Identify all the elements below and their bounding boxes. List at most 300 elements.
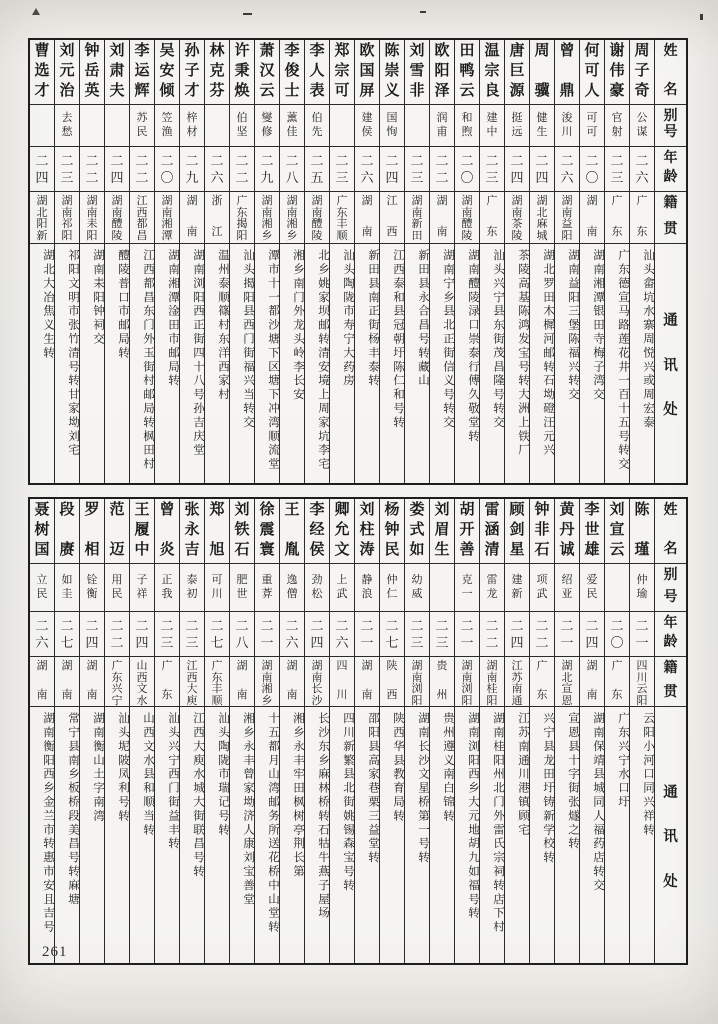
alias-cell: 如 圭 <box>55 563 79 611</box>
address-text: 长沙东乡麻林桥转石牯牛燕子屋场 <box>317 712 329 921</box>
age-cell: 二 一 <box>355 611 379 656</box>
age-cell: 二 一 <box>630 611 654 656</box>
address-text: 湖南浏阳西乡大元地胡九如福号转 <box>467 712 479 921</box>
native-cell: 湖 南 湘 潭 <box>155 191 179 243</box>
age-cell: 二 三 <box>330 146 354 191</box>
address-cell <box>330 243 354 483</box>
address-text: 江西大庾水城大街联昌号转 <box>192 712 204 879</box>
name-cell: 刘 雪 非 <box>409 43 425 100</box>
name-cell: 杨 钟 民 <box>384 502 400 559</box>
native-cell: 江 西 <box>380 191 404 243</box>
alias-cell: 健 生 <box>530 104 554 146</box>
age-cell: 二 五 <box>305 146 329 191</box>
native-cell: 广 东 丰 顺 <box>205 656 229 706</box>
address-cell <box>30 243 54 483</box>
name-cell: 李 人 表 <box>309 43 325 100</box>
scan-artifact <box>243 13 252 15</box>
address-cell <box>505 706 529 963</box>
name-cell: 娄 式 如 <box>409 502 425 559</box>
native-cell: 湖 北 麻 城 <box>530 191 554 243</box>
age-cell: 二 八 <box>230 611 254 656</box>
address-text: 新田县永合昌号转藏山 <box>417 249 429 388</box>
address-text: 陕西华县教育局转 <box>392 712 404 824</box>
person-column <box>454 40 479 483</box>
address-text: 湖南长沙文星桥第一号转 <box>417 712 429 865</box>
address-text: 醴陵普口市邮局转 <box>117 249 129 361</box>
age-cell: 二 〇 <box>580 146 604 191</box>
address-text: 汕头兴宁西门街益丰转 <box>167 712 179 851</box>
alias-cell: 肥 世 <box>230 563 254 611</box>
person-column <box>354 499 379 963</box>
person-column <box>604 499 629 963</box>
address-text: 湘乡永丰牢田枫树亭荆长第 <box>292 712 304 879</box>
address-text: 十五都月山湾邮务所送花桥中山堂转 <box>267 712 279 935</box>
person-column <box>79 40 104 483</box>
native-cell: 湖 南 <box>355 191 379 243</box>
alias-cell: 泰 初 <box>180 563 204 611</box>
age-cell: 二 六 <box>205 146 229 191</box>
address-text: 湖北罗田木樨河邮转石坳磴汪元兴 <box>542 249 554 458</box>
name-cell: 李 经 侯 <box>309 502 325 559</box>
name-cell: 许 秉 焕 <box>234 43 250 100</box>
name-cell: 聂 树 国 <box>34 502 50 559</box>
age-cell: 二 四 <box>530 146 554 191</box>
person-column <box>279 499 304 963</box>
native-cell: 湖 北 宣 恩 <box>555 656 579 706</box>
address-cell <box>205 243 229 483</box>
name-cell: 田 鸭 云 <box>459 43 475 100</box>
address-cell <box>455 706 479 963</box>
person-column <box>54 499 79 963</box>
person-column <box>254 40 279 483</box>
alias-cell: 可 可 <box>580 104 604 146</box>
address-text: 四川新繁县北街姚锡森宝号转 <box>342 712 354 893</box>
age-cell: 二 七 <box>205 611 229 656</box>
address-cell <box>55 706 79 963</box>
name-cell: 何 可 人 <box>584 43 600 100</box>
alias-cell: 仲 瑜 <box>630 563 654 611</box>
name-cell: 曾 鼎 <box>559 43 575 100</box>
native-cell: 湖 南 湘 乡 <box>255 656 279 706</box>
age-cell: 二 四 <box>505 611 529 656</box>
address-cell <box>605 706 629 963</box>
address-text: 汕头兴宁县东街茂昌隆号转交 <box>492 249 504 430</box>
person-column <box>279 40 304 483</box>
person-column <box>579 40 604 483</box>
person-column <box>304 499 329 963</box>
person-column <box>30 40 54 483</box>
address-cell <box>330 706 354 963</box>
person-column <box>404 40 429 483</box>
alias-cell: 浚 川 <box>555 104 579 146</box>
age-cell: 二 二 <box>105 611 129 656</box>
address-text: 汕头揭阳县西门街福兴当转交 <box>242 249 254 430</box>
alias-cell: 伯 坚 <box>230 104 254 146</box>
address-text: 汕头陶陇市瑞记号转 <box>217 712 229 838</box>
native-cell: 湖 南 益 阳 <box>555 191 579 243</box>
alias-cell: 正 我 <box>155 563 179 611</box>
native-cell: 湖 北 阳 新 <box>30 191 54 243</box>
native-cell: 湖 南 茶 陵 <box>505 191 529 243</box>
alias-cell: 重 葊 <box>255 563 279 611</box>
person-column <box>179 40 204 483</box>
native-cell: 湖 南 新 田 <box>405 191 429 243</box>
name-cell: 欧 国 屏 <box>359 43 375 100</box>
alias-cell <box>605 563 629 611</box>
address-text: 汕头坭陂凤利号转 <box>117 712 129 824</box>
address-cell <box>255 706 279 963</box>
header-address: 通 讯 处 <box>655 706 686 963</box>
alias-cell: 静 浪 <box>355 563 379 611</box>
alias-cell: 爱 民 <box>580 563 604 611</box>
address-cell <box>80 243 104 483</box>
name-cell: 张 永 吉 <box>184 502 200 559</box>
alias-cell: 雷 龙 <box>480 563 504 611</box>
address-text: 湖南湘潭银田寺梅子湾交 <box>592 249 604 402</box>
address-text: 温州泰顺篠村东洋西家村 <box>217 249 229 402</box>
native-cell: 湖 南 <box>55 656 79 706</box>
address-cell <box>205 706 229 963</box>
alias-cell <box>105 104 129 146</box>
native-cell: 湖 南 桂 阳 <box>480 656 504 706</box>
alias-cell: 克 一 <box>455 563 479 611</box>
address-cell <box>580 706 604 963</box>
age-cell: 二 三 <box>155 611 179 656</box>
address-text: 江西都昌东门外玉街村邮局转枫田村 <box>142 249 154 472</box>
person-column <box>379 499 404 963</box>
native-cell: 湖 南 <box>30 656 54 706</box>
directory-table-top <box>28 38 688 485</box>
alias-cell: 和 煦 <box>455 104 479 146</box>
native-cell: 湖 南 浏 阳 <box>405 656 429 706</box>
address-cell <box>530 706 554 963</box>
alias-cell: 上 武 <box>330 563 354 611</box>
age-cell: 二 九 <box>180 146 204 191</box>
alias-cell: 建 侯 <box>355 104 379 146</box>
person-column <box>479 499 504 963</box>
native-cell: 湖 南 <box>180 191 204 243</box>
name-cell: 曹 选 才 <box>34 43 50 100</box>
age-cell: 二 四 <box>30 146 54 191</box>
address-cell <box>580 243 604 483</box>
name-cell: 刘 肃 夫 <box>109 43 125 100</box>
name-cell: 欧 阳 泽 <box>434 43 450 100</box>
person-column <box>54 40 79 483</box>
alias-cell: 幼 威 <box>405 563 429 611</box>
name-cell: 孙 子 才 <box>184 43 200 100</box>
person-column <box>529 499 554 963</box>
address-cell <box>105 706 129 963</box>
native-cell: 湖 南 <box>580 656 604 706</box>
address-cell <box>105 243 129 483</box>
address-cell <box>230 706 254 963</box>
age-cell: 二 一 <box>255 611 279 656</box>
age-cell: 二 一 <box>455 611 479 656</box>
native-cell: 四 川 <box>330 656 354 706</box>
name-cell: 周 骥 <box>534 43 550 100</box>
name-cell: 陈 瑾 <box>634 502 650 559</box>
name-cell: 刘 铁 石 <box>234 502 250 559</box>
native-cell: 江 西 都 昌 <box>130 191 154 243</box>
name-cell: 刘 元 治 <box>59 43 75 100</box>
name-cell: 温 宗 良 <box>484 43 500 100</box>
address-cell <box>230 243 254 483</box>
person-column <box>604 40 629 483</box>
address-text: 湖南衡山土字南湾 <box>92 712 104 824</box>
person-column <box>229 40 254 483</box>
address-cell <box>155 706 179 963</box>
name-cell: 刘 柱 涛 <box>359 502 375 559</box>
person-column <box>129 40 154 483</box>
name-cell: 范 迈 <box>109 502 125 559</box>
header-name: 姓 名 <box>663 44 678 99</box>
native-cell: 山 西 文 水 <box>130 656 154 706</box>
age-cell: 二 三 <box>430 611 454 656</box>
native-cell: 湖 南 <box>355 656 379 706</box>
name-cell: 刘 宣 云 <box>609 502 625 559</box>
age-cell: 二 六 <box>555 146 579 191</box>
address-cell <box>30 706 54 963</box>
address-cell <box>180 243 204 483</box>
native-cell: 广 东 <box>605 191 629 243</box>
person-column <box>429 40 454 483</box>
person-column <box>329 40 354 483</box>
person-column <box>504 40 529 483</box>
native-cell: 浙 江 <box>205 191 229 243</box>
scan-artifact <box>700 14 703 20</box>
age-cell: 二 一 <box>555 611 579 656</box>
address-text: 云阳小河口同兴祥转 <box>642 712 654 838</box>
age-cell: 二 九 <box>255 146 279 191</box>
person-column <box>629 499 654 963</box>
address-cell <box>80 706 104 963</box>
alias-cell: 伯 先 <box>305 104 329 146</box>
address-cell <box>305 243 329 483</box>
native-cell: 广 东 <box>155 656 179 706</box>
name-cell: 徐 震 寰 <box>259 502 275 559</box>
alias-cell: 立 民 <box>30 563 54 611</box>
name-cell: 李 世 雄 <box>584 502 600 559</box>
address-cell <box>455 243 479 483</box>
name-cell: 胡 开 善 <box>459 502 475 559</box>
native-cell: 湖 南 祁 阳 <box>55 191 79 243</box>
address-cell <box>180 706 204 963</box>
person-column <box>104 499 129 963</box>
name-cell: 钟 岳 英 <box>84 43 100 100</box>
native-cell: 湖 南 醴 陵 <box>455 191 479 243</box>
address-cell <box>430 706 454 963</box>
alias-cell: 国 恂 <box>380 104 404 146</box>
person-column <box>554 499 579 963</box>
address-text: 湖南醴陵渌口崇泰行傅久敬堂转 <box>467 249 479 444</box>
alias-cell: 项 武 <box>530 563 554 611</box>
scan-artifact <box>32 8 40 15</box>
header-column <box>654 499 686 963</box>
address-cell <box>630 243 654 483</box>
native-cell: 广 东 兴 宁 <box>105 656 129 706</box>
age-cell: 二 三 <box>480 146 504 191</box>
name-cell: 吴 安 倾 <box>159 43 175 100</box>
address-text: 兴宁县龙田圩铸新学校转 <box>542 712 554 865</box>
address-cell <box>355 243 379 483</box>
address-text: 江西泰和县冠朝圩陈仁和号转 <box>392 249 404 430</box>
person-column <box>79 499 104 963</box>
age-cell: 二 二 <box>80 146 104 191</box>
age-cell: 二 三 <box>405 146 429 191</box>
address-text: 湖南浏阳西正街四十八号孙吉庆堂 <box>192 249 204 458</box>
age-cell: 二 四 <box>80 611 104 656</box>
person-column <box>354 40 379 483</box>
age-cell: 二 二 <box>130 146 154 191</box>
age-cell: 二 六 <box>355 146 379 191</box>
native-cell: 广 东 丰 顺 <box>330 191 354 243</box>
age-cell: 二 四 <box>580 611 604 656</box>
age-cell: 二 〇 <box>455 146 479 191</box>
address-cell <box>280 706 304 963</box>
native-cell: 湖 南 醴 陵 <box>305 191 329 243</box>
native-cell: 广 东 <box>480 191 504 243</box>
age-cell: 二 四 <box>305 611 329 656</box>
native-cell: 广 东 <box>630 191 654 243</box>
alias-cell <box>430 563 454 611</box>
name-cell: 雷 涵 清 <box>484 502 500 559</box>
name-cell: 李 运 辉 <box>134 43 150 100</box>
address-text: 山西文水县和顺当转 <box>142 712 154 838</box>
address-text: 湖南宁乡县北正街信义号转交 <box>442 249 454 430</box>
native-cell: 湖 南 <box>230 656 254 706</box>
person-column <box>204 40 229 483</box>
header-name: 姓 名 <box>663 503 678 558</box>
name-cell: 王 胤 <box>284 502 300 559</box>
address-cell <box>255 243 279 483</box>
alias-cell <box>330 104 354 146</box>
name-cell: 郑 宗 可 <box>334 43 350 100</box>
header-column <box>654 40 686 483</box>
alias-cell <box>30 104 54 146</box>
age-cell: 二 三 <box>55 146 79 191</box>
age-cell: 二 六 <box>30 611 54 656</box>
address-cell <box>405 243 429 483</box>
age-cell: 二 八 <box>280 146 304 191</box>
name-cell: 李 俊 士 <box>284 43 300 100</box>
alias-cell: 润 甫 <box>430 104 454 146</box>
header-native: 籍 贯 <box>655 656 686 706</box>
native-cell: 江 苏 南 通 <box>505 656 529 706</box>
age-cell: 二 四 <box>380 146 404 191</box>
age-cell: 二 三 <box>405 611 429 656</box>
address-cell <box>130 243 154 483</box>
age-cell: 二 七 <box>380 611 404 656</box>
person-column <box>579 499 604 963</box>
native-cell: 四 川 云 阳 <box>630 656 654 706</box>
age-cell: 二 二 <box>230 146 254 191</box>
address-cell <box>55 243 79 483</box>
alias-cell: 苏 民 <box>130 104 154 146</box>
alias-cell <box>405 104 429 146</box>
native-cell: 湖 南 耒 阳 <box>80 191 104 243</box>
native-cell: 广 东 <box>530 656 554 706</box>
person-column <box>154 40 179 483</box>
alias-cell: 铨 衡 <box>80 563 104 611</box>
native-cell: 湖 南 长 沙 <box>305 656 329 706</box>
native-cell: 广 东 <box>605 656 629 706</box>
address-cell <box>630 706 654 963</box>
name-cell: 王 履 中 <box>134 502 150 559</box>
native-cell: 湖 南 <box>80 656 104 706</box>
alias-cell <box>80 104 104 146</box>
name-cell: 钟 非 石 <box>534 502 550 559</box>
header-native: 籍 贯 <box>655 191 686 243</box>
address-text: 湖南益阳三堡陈福兴转交 <box>567 249 579 402</box>
address-cell <box>380 706 404 963</box>
name-cell: 顾 剑 星 <box>509 502 525 559</box>
address-text: 湖南衡阳西乡金兰市转惠市安且吉号 <box>42 712 54 935</box>
age-cell: 二 三 <box>180 611 204 656</box>
age-cell: 二 六 <box>280 611 304 656</box>
native-cell: 贵 州 <box>430 656 454 706</box>
age-cell: 二 四 <box>130 611 154 656</box>
alias-cell: 用 民 <box>105 563 129 611</box>
address-text: 广东兴宁水口圩 <box>617 712 629 810</box>
person-column <box>629 40 654 483</box>
address-cell <box>555 706 579 963</box>
page-number: 261 <box>42 944 68 960</box>
name-cell: 陈 崇 义 <box>384 43 400 100</box>
alias-cell: 公 谋 <box>630 104 654 146</box>
address-text: 湘乡永丰曾家坳济人康刘宝善堂 <box>242 712 254 907</box>
person-column <box>229 499 254 963</box>
alias-cell: 梓 材 <box>180 104 204 146</box>
alias-cell: 仲 仁 <box>380 563 404 611</box>
person-column <box>529 40 554 483</box>
name-cell: 谢 伟 豪 <box>609 43 625 100</box>
age-cell: 二 六 <box>330 611 354 656</box>
person-column <box>179 499 204 963</box>
address-cell <box>405 706 429 963</box>
header-alias: 别 号 <box>655 104 686 146</box>
age-cell: 二 二 <box>530 611 554 656</box>
name-cell: 萧 汉 云 <box>259 43 275 100</box>
alias-cell: 薰 佳 <box>280 104 304 146</box>
age-cell: 二 七 <box>55 611 79 656</box>
address-text: 湖南保靖县城同人福药店转交 <box>592 712 604 893</box>
address-cell <box>155 243 179 483</box>
name-cell: 郑 旭 <box>209 502 225 559</box>
name-cell: 罗 相 <box>84 502 100 559</box>
native-cell: 陕 西 <box>380 656 404 706</box>
address-cell <box>305 706 329 963</box>
age-cell: 二 〇 <box>605 611 629 656</box>
address-text: 茶陵高基陈鸿发宝号转大洲上铁厂 <box>517 249 529 458</box>
address-text: 湖南湘潭淦田市邮局转 <box>167 249 179 388</box>
native-cell: 湖 南 <box>280 656 304 706</box>
alias-cell: 绍 亚 <box>555 563 579 611</box>
address-cell <box>280 243 304 483</box>
address-cell <box>480 706 504 963</box>
alias-cell: 建 新 <box>505 563 529 611</box>
address-cell <box>555 243 579 483</box>
header-age: 年 龄 <box>655 611 686 656</box>
address-text: 湖南桂阳州北门外雷氏宗祠转店下村 <box>492 712 504 935</box>
address-cell <box>430 243 454 483</box>
name-cell: 段 赓 <box>59 502 75 559</box>
age-cell: 二 四 <box>505 146 529 191</box>
alias-cell <box>205 104 229 146</box>
address-cell <box>355 706 379 963</box>
address-cell <box>505 243 529 483</box>
person-column <box>254 499 279 963</box>
person-column <box>154 499 179 963</box>
